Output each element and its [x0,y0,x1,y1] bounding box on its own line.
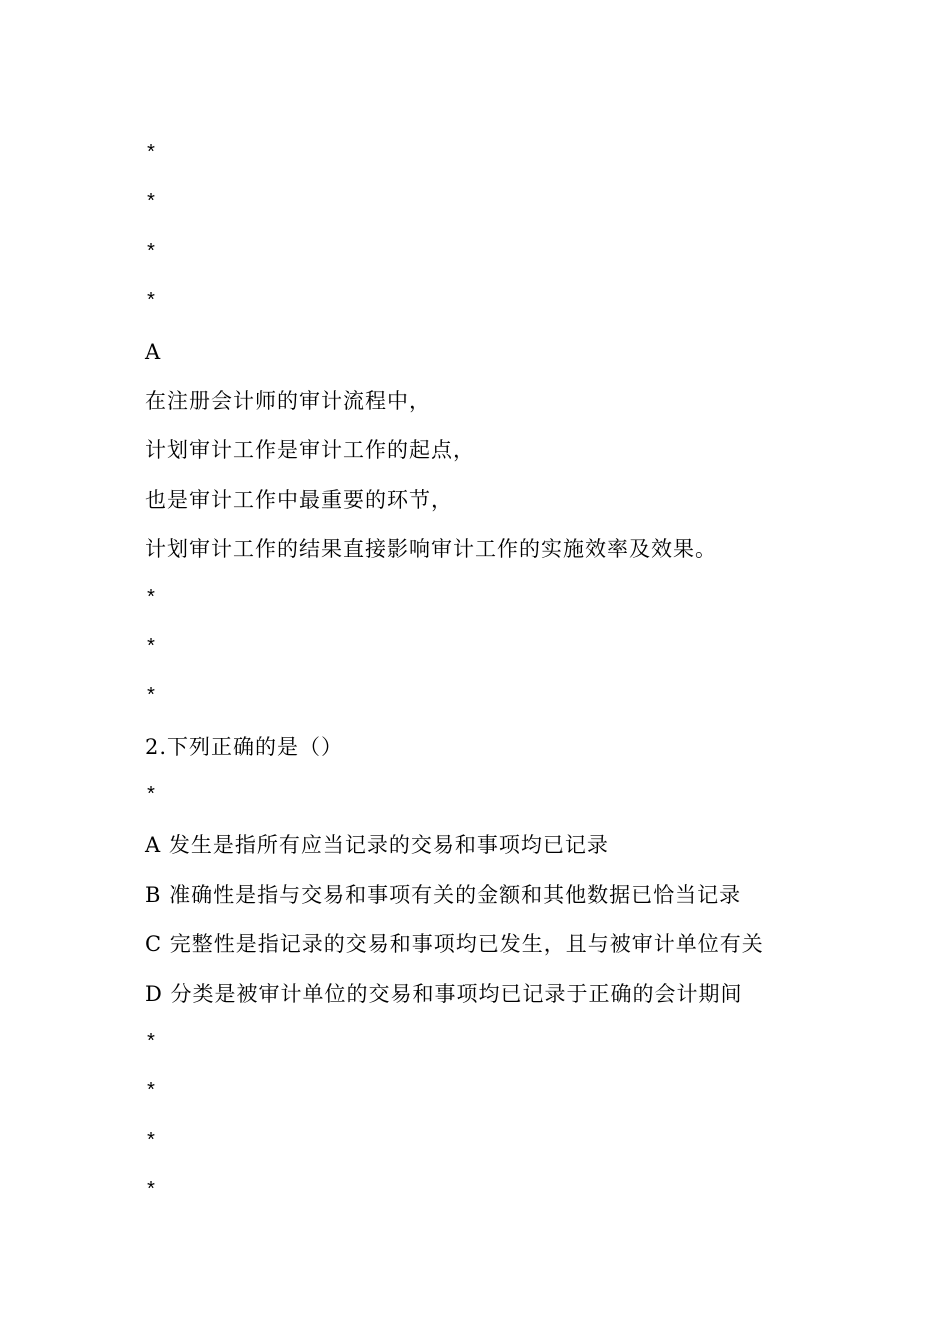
option-a: A 发生是指所有应当记录的交易和事项均已记录 [145,833,609,858]
asterisk-marker: * [145,291,159,315]
explanation-line: 计划审计工作是审计工作的起点， [145,438,475,463]
explanation-line: 计划审计工作的结果直接影响审计工作的实施效率及效果。 [145,537,717,562]
asterisk-marker: * [145,636,159,660]
question-title: 2.下列正确的是（） [145,734,344,759]
asterisk-marker: * [145,785,159,809]
asterisk-marker: * [145,192,159,216]
asterisk-marker: * [145,241,159,265]
asterisk-marker: * [145,1180,159,1204]
option-b: B 准确性是指与交易和事项有关的金额和其他数据已恰当记录 [145,882,742,907]
explanation-line: 在注册会计师的审计流程中， [145,388,431,413]
asterisk-marker: * [145,1032,159,1056]
asterisk-marker: * [145,686,159,710]
answer-label: A [145,339,162,364]
option-c: C 完整性是指记录的交易和事项均已发生，且与被审计单位有关 [145,932,764,957]
asterisk-marker: * [145,1081,159,1105]
option-d: D 分类是被审计单位的交易和事项均已记录于正确的会计期间 [145,981,743,1006]
asterisk-marker: * [145,143,159,166]
document-body [145,130,845,1217]
asterisk-marker: * [145,587,159,611]
asterisk-marker: * [145,1130,159,1154]
explanation-line: 也是审计工作中最重要的环节， [145,487,453,512]
